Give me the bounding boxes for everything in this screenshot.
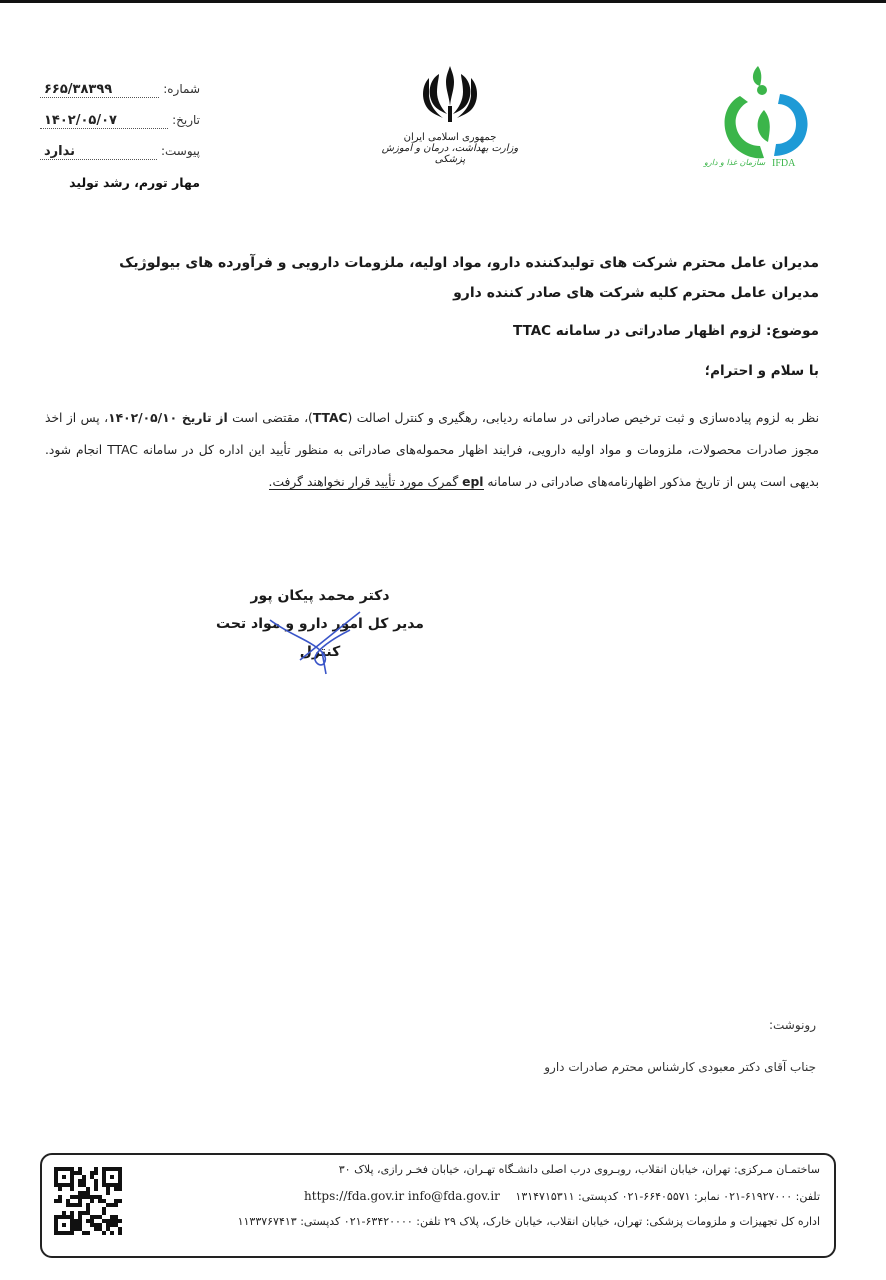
attachment-row [40,144,200,175]
date-label: تاریخ: [172,113,200,127]
letter-paragraph [45,402,819,498]
signer-title: مدیر کل امور دارو و مواد تحت کنترل [216,616,424,660]
ministry-emblem [365,62,535,165]
ifda-logo [700,60,830,180]
paragraph-part-a: نظر به لزوم پیاده‌سازی و ثبت ترخیص صادراتی در سامانه ردیابی، رهگیری و کنترل اصالت ( [347,411,820,425]
handwritten-signature [260,590,380,680]
paragraph-ttac: TTAC [312,411,348,425]
footer-website[interactable]: https://fda.gov.ir info@fda.gov.ir [304,1189,500,1203]
attachment-label: پیوست: [160,144,200,158]
attachment-value: ندارد [40,144,157,160]
date-value: ۱۴۰۲/۰۵/۰۷ [40,113,168,129]
paragraph-part-d: گمرک مورد تأیید قرار نخواهند گرفت. [268,475,463,489]
cc-recipient: جناب آقای دکتر معبودی کارشناس محترم صادرات دارو [544,1060,816,1074]
paragraph-part-b: )، مقتضی است [227,411,313,425]
letter-number-row [40,82,200,113]
footer-contact [304,1189,820,1203]
logo-en-text: IFDA [772,158,796,169]
paragraph-part-c: ، پس از اخذ مجوز صادرات محصولات، ملزومات و مواد اولیه دارویی، فرایند اظهار محموله‌های صادراتی به منظور تأیید این اداره کل در سامانه TTAC انجام شود. بدیهی است پس از تاریخ مذکور اظهارنامه‌های صادراتی در سامانه [45,411,819,489]
signer-name: دکتر محمد پیکان پور [250,588,390,604]
emblem-country-text: جمهوری اسلامی ایران [403,132,497,143]
addressee-2: مدیران عامل محترم کلیه شرکت های صادر کننده دارو [453,285,819,301]
subject-line: موضوع: لزوم اظهار صادراتی در سامانه TTAC [513,323,819,339]
addressee-1: مدیران عامل محترم شرکت های تولیدکننده دارو، مواد اولیه، ملزومات دارویی و فرآورده های بیولوژیک [119,255,819,271]
letter-meta [40,82,200,206]
footer-address: ساختمـان مـرکزی: تهران، خیابان انقلاب، روبـروی درب اصلی دانشـگاه تهـران، خیابان فخـر رازی، پلاک ۳۰ [338,1163,820,1176]
greeting: با سلام و احترام؛ [704,363,819,379]
iran-emblem-icon [415,62,485,126]
footer-phone: تلفن: ۶۱۹۲۷۰۰۰-۰۲۱ نمابر: ۶۶۴۰۵۵۷۱-۰۲۱ کدپستی: ۱۳۱۴۷۱۵۳۱۱ [515,1190,820,1203]
qr-code-icon [54,1167,122,1235]
logo-fa-text: سازمان غذا و دارو [704,158,766,167]
stamp-note-row [40,175,200,206]
paragraph-epl: epl [462,475,484,489]
cc-label: رونوشت: [768,1018,816,1032]
footer-box [40,1153,836,1258]
number-label: شماره: [163,82,200,96]
paragraph-from-date: از تاریخ ۱۴۰۲/۰۵/۱۰ [108,411,228,425]
stamp-note: مهار تورم، رشد تولید [69,175,200,190]
footer-medical-office: اداره کل تجهیزات و ملزومات پزشکی: تهران، خیابان انقلاب، خیابان خارک، پلاک ۲۹ تلفن: ۶۳۴۲۰۰۰۰-۰۲۱ کدپستی: ۱۱۳۳۷۶۷۴۱۳ [237,1215,820,1228]
emblem-ministry-text: وزارت بهداشت، درمان و آموزش پزشکی [381,143,519,165]
top-border [0,0,886,3]
letter-date-row [40,113,200,144]
addressees [45,248,819,308]
number-value: ۶۶۵/۳۸۳۹۹ [40,82,159,98]
